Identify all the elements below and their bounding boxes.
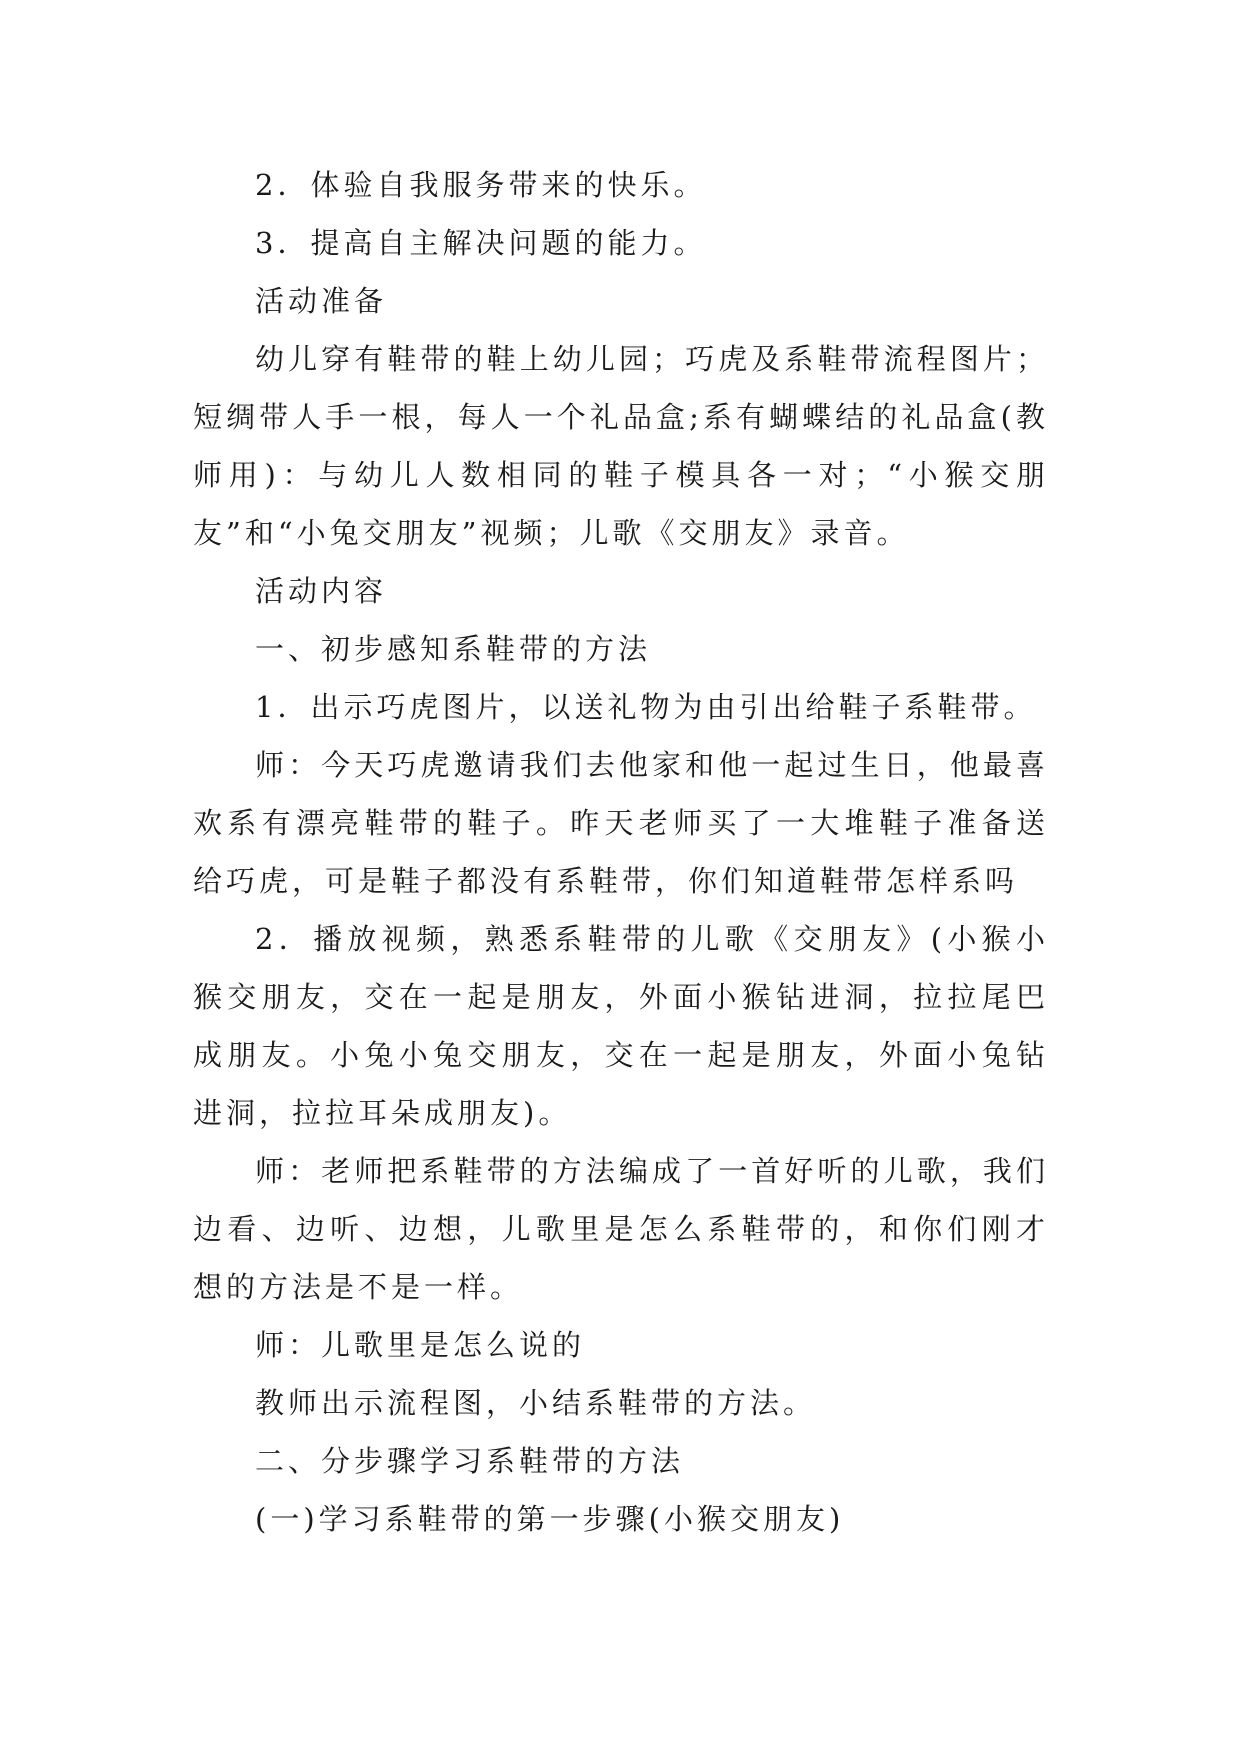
goal-item-3: 3．提高自主解决问题的能力。: [255, 226, 707, 260]
document-body: [193, 156, 1049, 1548]
subheading-step-one: (一)学习系鞋带的第一步骤(小猴交朋友): [255, 1502, 845, 1536]
teacher-dialogue-3: 师：儿歌里是怎么说的: [255, 1328, 586, 1362]
subheading-part-1: 一、初步感知系鞋带的方法: [255, 632, 652, 666]
step-2-paragraph: 2．播放视频，熟悉系鞋带的儿歌《交朋友》(小猴小猴交朋友，交在一起是朋友，外面小猴钻进洞，拉拉尾巴成朋友。小兔小兔交朋友，交在一起是朋友，外面小兔钻进洞，拉拉耳朵成朋友)。: [193, 922, 1049, 1130]
summary-paragraph: 教师出示流程图，小结系鞋带的方法。: [255, 1386, 817, 1420]
preparation-paragraph: 幼儿穿有鞋带的鞋上幼儿园；巧虎及系鞋带流程图片；短绸带人手一根，每人一个礼品盒;系有蝴蝶结的礼品盒(教师用)：与幼儿人数相同的鞋子模具各一对；“小猴交朋友”和“小兔交朋友”视频；儿歌《交朋友》录音。: [193, 342, 1049, 550]
teacher-dialogue-2: 师：老师把系鞋带的方法编成了一首好听的儿歌，我们边看、边听、边想，儿歌里是怎么系鞋带的，和你们刚才想的方法是不是一样。: [193, 1154, 1049, 1304]
goal-item-2: 2．体验自我服务带来的快乐。: [255, 168, 707, 202]
section-heading-preparation: 活动准备: [255, 284, 388, 318]
subheading-part-2: 二、分步骤学习系鞋带的方法: [255, 1444, 685, 1478]
section-heading-content: 活动内容: [255, 574, 388, 608]
teacher-dialogue-1: 师：今天巧虎邀请我们去他家和他一起过生日，他最喜欢系有漂亮鞋带的鞋子。昨天老师买了一大堆鞋子准备送给巧虎，可是鞋子都没有系鞋带，你们知道鞋带怎样系吗: [193, 748, 1049, 898]
step-1-paragraph: 1．出示巧虎图片，以送礼物为由引出给鞋子系鞋带。: [255, 690, 1037, 724]
